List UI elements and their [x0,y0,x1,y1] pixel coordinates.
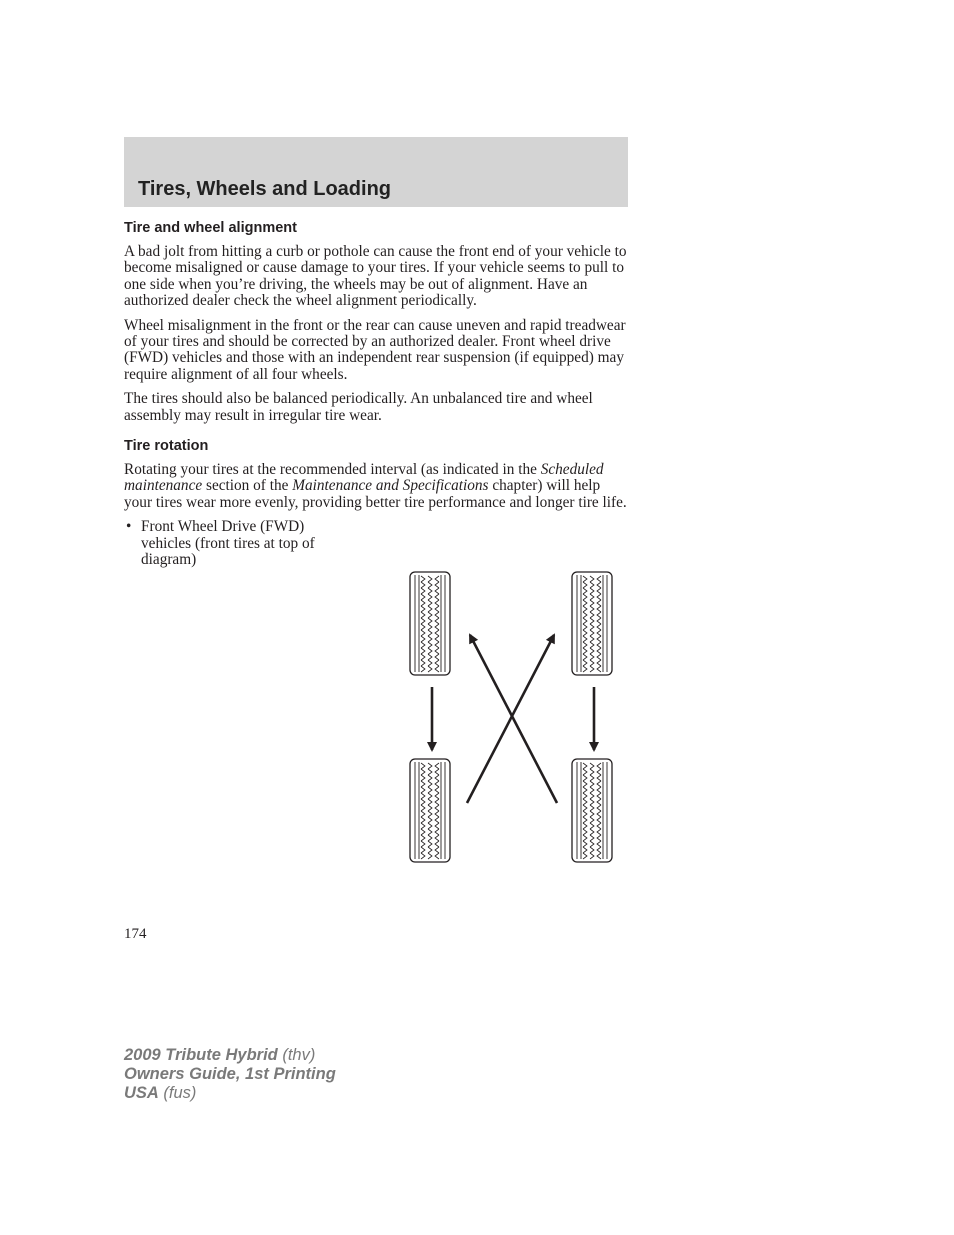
document-footer [124,1046,336,1103]
footer-model-code: (thv) [277,1046,316,1064]
footer-market: USA [124,1084,159,1102]
fwd-bullet-text: Front Wheel Drive (FWD) vehicles (front tires at top of diagram) [141,518,315,569]
arrow-rear-right-to-front-left [470,635,557,803]
rotation-heading: Tire rotation [124,438,209,455]
rotation-text-a: Rotating your tires at the recommended interval (as indicated in the [124,461,541,479]
page-number: 174 [124,926,147,942]
scheduled-maintenance-reference: Scheduled maintenance [124,461,604,495]
tire-front-left-icon [410,572,450,675]
chapter-title: Tires, Wheels and Loading [138,178,392,200]
footer-market-code: (fus) [158,1084,197,1102]
footer-line-2: Owners Guide, 1st Printing [124,1065,336,1083]
alignment-paragraph-2: Wheel misalignment in the front or the rear can cause uneven and rapid treadwear of your tires and should be corrected by an authorized dealer. Front wheel drive (FWD) vehicles and those with an independent rear suspension (if equipped) may require alignment of all four wheels. [124,316,626,383]
rotation-text-b: section of the [202,477,293,495]
bullet-icon: • [126,518,132,536]
footer-line-3 [124,1084,336,1103]
footer-line-1 [124,1046,336,1065]
tire-rear-left-icon [410,759,450,862]
tire-rear-right-icon [572,759,612,862]
chapter-header-band [124,137,628,207]
rotation-paragraph [124,462,628,511]
alignment-paragraph-3: The tires should also be balanced periodically. An unbalanced tire and wheel assembly may result in irregular tire wear. [124,390,593,424]
alignment-paragraph-1: A bad jolt from hitting a curb or pothole can cause the front end of your vehicle to become misaligned or cause damage to your tires. If your vehicle seems to pull to one side when you’re driving, the wheels may be out of alignment. Have an authorized dealer check the wheel alignment periodically. [124,243,627,310]
fwd-bullet-item [124,519,628,568]
arrow-rear-left-to-front-right [467,635,554,803]
maintenance-specifications-reference: Maintenance and Specifications [292,477,489,495]
tire-front-right-icon [572,572,612,675]
tire-rotation-diagram [400,565,630,870]
rotation-text-c: chapter) will help your tires wear more evenly, providing better tire performance and longer tire life. [124,477,627,511]
footer-model: 2009 Tribute Hybrid [124,1046,278,1064]
alignment-heading: Tire and wheel alignment [124,220,297,236]
page-content [124,220,628,569]
